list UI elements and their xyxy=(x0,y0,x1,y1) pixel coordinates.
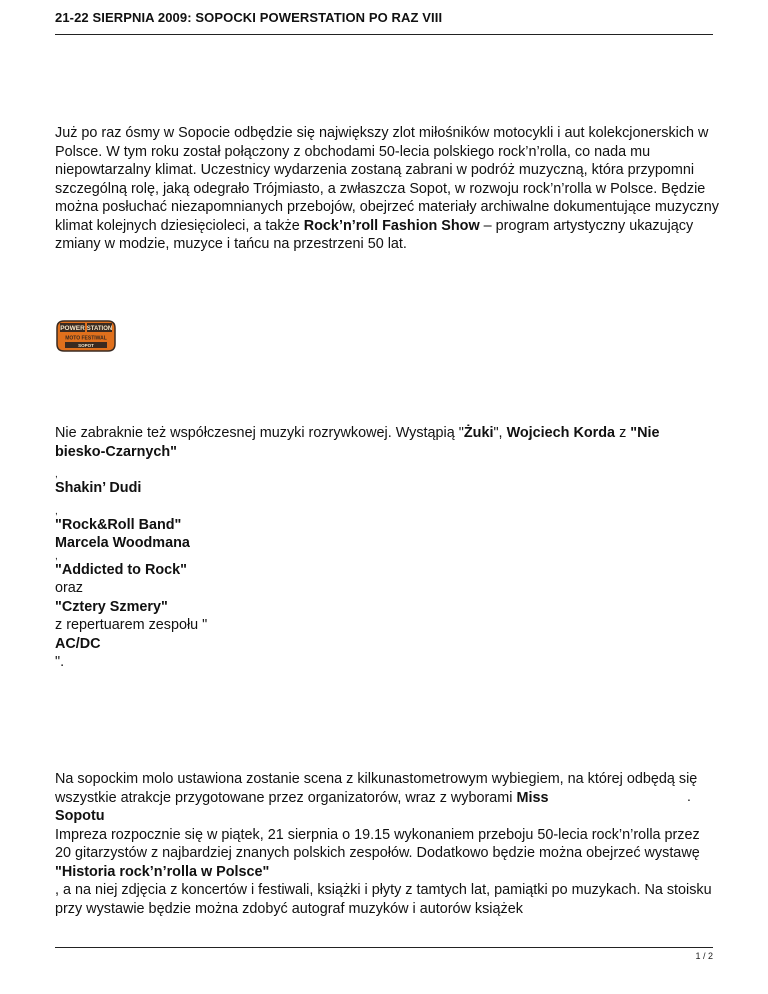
fashion-show-title: Rock’n’roll Fashion Show xyxy=(303,217,480,234)
text-end: ". xyxy=(55,654,65,670)
artist-addicted-to-rock: "Addicted to Rock" xyxy=(55,561,187,578)
paragraph-event xyxy=(55,770,719,918)
artists-first-line xyxy=(55,424,719,443)
trailing-dot: . xyxy=(687,788,691,804)
logo-text-station: STATION xyxy=(86,326,113,333)
footer-divider xyxy=(55,947,713,948)
artists-sep: ", xyxy=(493,425,503,441)
paragraph-intro xyxy=(55,124,719,254)
paragraph-intro-text: Już po raz ósmy w Sopocie odbędzie się największy zlot miłośników motocykli i aut kolekcjonerskich w Polsce. W tym roku został połączony z obchodami 50-lecia polskiego rock’n’rolla, co nada mu niepowtarzalny klimat. Uczestnicy wydarzenia zostaną zabrani w podróż muzyczną, która przypomni szczególną rolę, jaką odegrało Trójmiasto, a zwłaszcza Sopot, w rozwoju rock’n’rolla w Polsce. Będzie można posłuchać niezapomnianych przebojów, obejrzeć materiały archiwalne dokumentujące muzyczny klimat kolejnych dziesięcioleci, a także xyxy=(55,125,719,234)
paragraph-intro-text-end: – program artystyczny ukazujący zmiany w modzie, muzyce i tańcu na przestrzeni 50 lat. xyxy=(55,217,694,252)
artists-z: z xyxy=(619,425,627,441)
artist-korda: Wojciech Korda xyxy=(506,425,616,441)
artist-marcela-woodmana: Marcela Woodmana xyxy=(55,535,190,551)
event-text-1: Na sopockim molo ustawiona zostanie scena z kilkunastometrowym wybiegiem, na której odbędą się wszystkie atrakcje przygotowane przez organizatorów, wraz z wyborami xyxy=(55,771,698,806)
event-text-2: Impreza rozpocznie się w piątek, 21 sierpnia o 19.15 wykonaniem przeboju 50-lecia rock’n’rolla przez 20 gitarzystów z najbardziej znanych polskich zespołów. Dodatkowo będzie można obejrzeć wystawę xyxy=(55,826,700,861)
artist-acdc: AC/DC xyxy=(55,635,101,652)
text-oraz: oraz xyxy=(55,580,83,596)
artist-rock-roll-band: "Rock&Roll Band" xyxy=(55,516,182,533)
artists-intro: Nie zabraknie też współczesnej muzyki rozrywkowej. Wystąpią " xyxy=(55,425,464,441)
artist-cztery-szmery: "Cztery Szmery" xyxy=(55,598,168,615)
gap xyxy=(55,498,719,508)
header-divider xyxy=(55,34,713,35)
gap xyxy=(55,461,719,471)
logo-text-power: POWER xyxy=(60,325,85,333)
artist-nie: "Nie xyxy=(630,425,660,441)
comma-1: , xyxy=(55,469,58,480)
paragraph-artists xyxy=(55,424,719,672)
logo-text-moto: MOTO FESTIWAL xyxy=(65,335,107,342)
logo-text-sopot: SOPOT xyxy=(78,343,94,348)
powerstation-logo xyxy=(55,318,117,354)
sopotu-label: Sopotu xyxy=(55,808,105,824)
page-number: 1 / 2 xyxy=(695,951,713,961)
artist-shakin-dudi: Shakin’ Dudi xyxy=(55,480,142,496)
powerstation-logo-icon xyxy=(55,318,117,354)
event-text-3: , a na niej zdjęcia z koncertów i festiwali, książki i płyty z tamtych lat, pamiątki po muzykach. Na stoisku przy wystawie będzie można zdobyć autograf muzyków i autorów książek xyxy=(55,882,712,917)
miss-label: Miss xyxy=(516,789,549,806)
comma-3: , xyxy=(55,550,58,562)
comma-2: , xyxy=(55,505,58,517)
exhibition-title: "Historia rock’n’rolla w Polsce" xyxy=(55,863,270,880)
text-repertuar: z repertuarem zespołu " xyxy=(55,617,208,633)
artist-zuki: Żuki xyxy=(463,425,494,441)
page-title: 21-22 SIERPNIA 2009: SOPOCKI POWERSTATION PO RAZ VIII xyxy=(55,10,443,25)
artist-niebiesko-czarni: biesko-Czarnych" xyxy=(55,443,177,460)
